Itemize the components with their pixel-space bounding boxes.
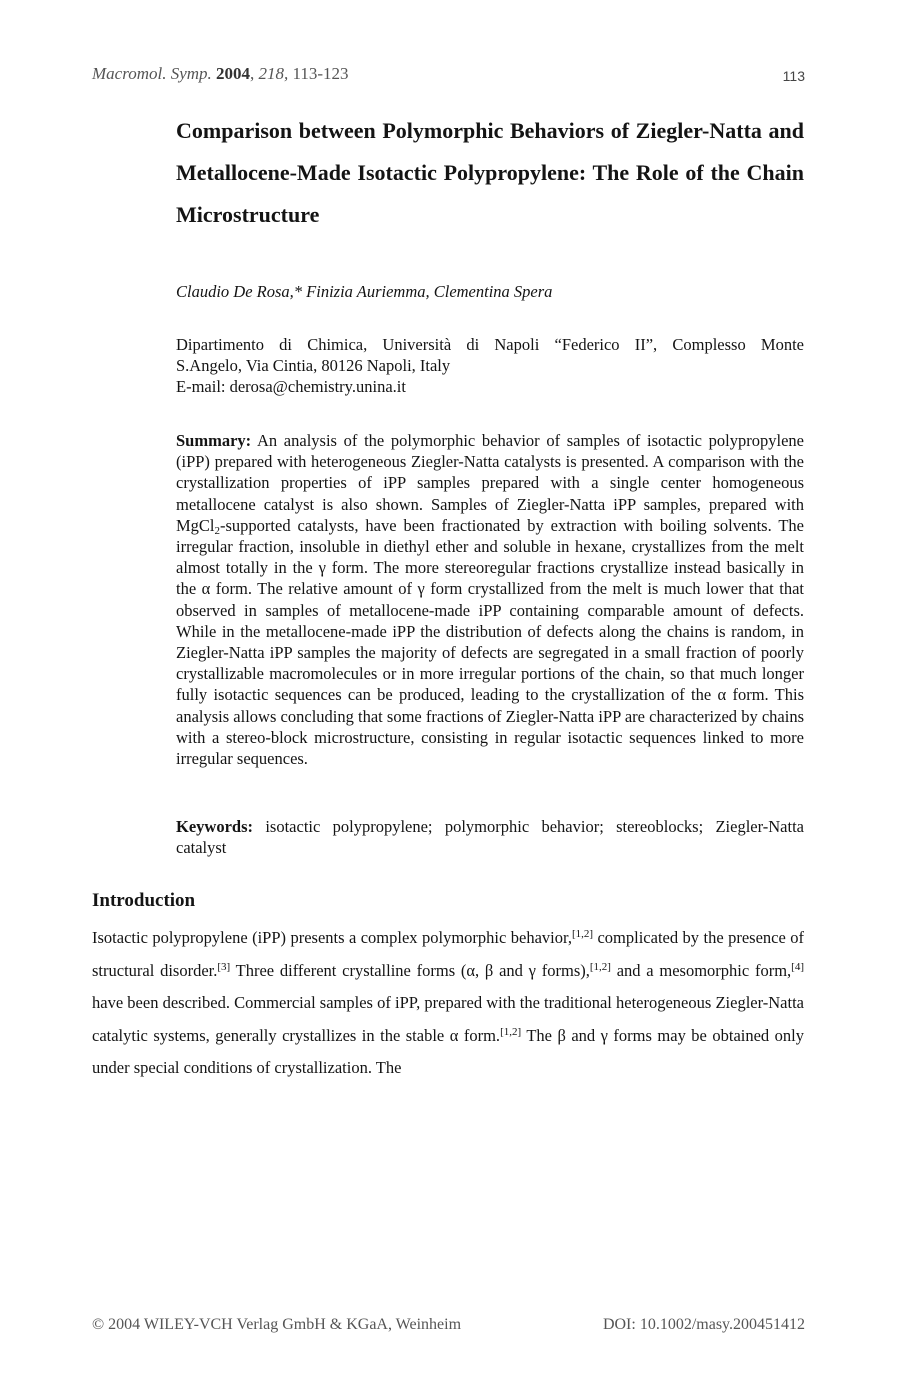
summary-label: Summary:	[176, 431, 252, 450]
author-email[interactable]: E-mail: derosa@chemistry.unina.it	[176, 377, 406, 396]
introduction-paragraph	[92, 922, 804, 1085]
article-title: Comparison between Polymorphic Behaviors of Ziegler-Natta and Metallocene-Made Isotactic Polypropylene: The Role of the Chain Microstructure	[176, 118, 804, 227]
keywords-label: Keywords:	[176, 817, 253, 836]
author-list: Claudio De Rosa,* Finizia Auriemma, Clementina Spera	[176, 282, 553, 301]
footer-copyright: © 2004 WILEY-VCH Verlag GmbH & KGaA, Weinheim	[92, 1316, 462, 1333]
running-header: Macromol. Symp. 2004, 218, 113-123	[92, 64, 349, 83]
summary-subscript: 2	[214, 524, 221, 537]
intro-sentence: complicated by the presence of structural disorder.	[92, 928, 804, 980]
citation-ref[interactable]: [3]	[217, 960, 231, 973]
intro-sentence: have been described. Commercial samples of iPP, prepared with the traditional heterogeneous Ziegler-Natta catalytic systems, generally crystallizes in the stable α form.	[92, 993, 804, 1045]
journal-pages: 113-123	[292, 64, 349, 83]
affiliation-line: Dipartimento di Chimica, Università di Napoli “Federico II”, Complesso Monte	[176, 335, 804, 354]
summary-text-part2: -supported catalysts, have been fractionated by extraction with boiling solvents. The irregular fraction, insoluble in diethyl ether and soluble in hexane, crystallizes from the melt almost totally in the γ form. The more stereoregular fractions crystallize instead basically in the α form. The relative amount of γ form crystallized from the melt is much lower that that observed in samples of metallocene-made iPP containing comparable amount of defects. While in the metallocene-made iPP the distribution of defects along the chains is random, in Ziegler-Natta iPP samples the majority of defects are segregated in a small fraction of poorly crystallizable macromolecules or in more irregular portions of the chain, so that much longer fully isotactic sequences can be produced, leading to the crystallization of the α form. This analysis allows concluding that some fractions of Ziegler-Natta iPP are characterized by chains with a stereo-block microstructure, consisting in regular isotactic sequences linked to more irregular sequences.	[176, 515, 804, 769]
intro-sentence: The β and γ forms may be obtained only under special conditions of crystallization. The	[92, 1025, 804, 1078]
section-heading-introduction: Introduction	[92, 890, 196, 911]
footer-doi[interactable]: DOI: 10.1002/masy.200451412	[602, 1316, 805, 1333]
page-number: 113	[782, 68, 805, 84]
summary-text-part1: An analysis of the polymorphic behavior of samples of isotactic polypropylene (iPP) prepared with heterogeneous Ziegler-Natta catalysts is presented. A comparison with the crystallization properties of iPP samples prepared with a single center homogeneous metallocene catalyst is also shown. Samples of Ziegler-Natta iPP samples, prepared with MgCl	[176, 431, 804, 535]
intro-sentence: Isotactic polypropylene (iPP) presents a complex polymorphic behavior,	[92, 928, 572, 947]
citation-ref[interactable]: [1,2]	[589, 960, 611, 973]
citation-ref[interactable]: [1,2]	[500, 1025, 522, 1038]
intro-sentence: Three different crystalline forms (α, β and γ forms),	[230, 960, 590, 980]
affiliation-address: S.Angelo, Via Cintia, 80126 Napoli, Italy	[176, 356, 451, 375]
keywords-text: isotactic polypropylene; polymorphic behavior; stereoblocks; Ziegler-Natta catalyst	[176, 817, 805, 857]
journal-year: 2004	[216, 64, 251, 83]
citation-ref[interactable]: [4]	[791, 960, 804, 973]
affiliation-block	[176, 334, 804, 397]
abstract-summary	[176, 430, 804, 769]
citation-ref[interactable]: [1,2]	[571, 928, 594, 940]
journal-volume: 218,	[258, 64, 289, 83]
journal-name: Macromol. Symp.	[92, 64, 212, 83]
keywords-block	[176, 816, 804, 858]
intro-sentence: and a mesomorphic form,	[610, 960, 792, 980]
